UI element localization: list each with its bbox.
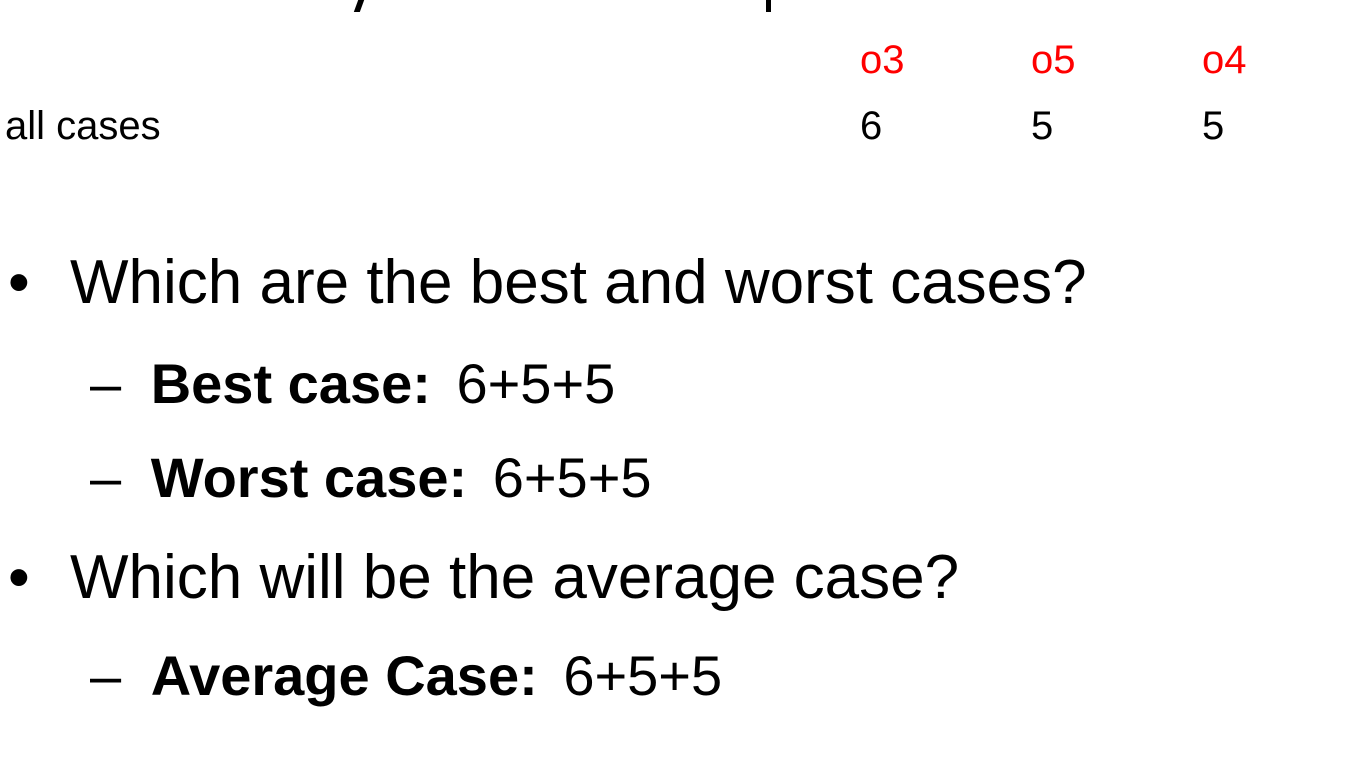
average-case-line	[90, 644, 722, 708]
operation-o5: o5	[1031, 38, 1076, 82]
operation-o4: o4	[1202, 38, 1247, 82]
count-o4: 5	[1202, 104, 1225, 148]
dash: –	[90, 352, 122, 415]
average-case-value: 6+5+5	[563, 644, 723, 707]
worst-case-label: Worst case:	[150, 446, 468, 509]
bullet-text: Which will be the average case?	[70, 543, 960, 612]
row-label: all cases	[5, 104, 161, 148]
average-case-label: Average Case:	[150, 644, 538, 707]
best-case-line	[90, 352, 615, 416]
count-o5: 5	[1031, 104, 1054, 148]
title-glyph-fragment	[766, 0, 771, 12]
worst-case-line	[90, 446, 652, 510]
bullet-icon: •	[8, 248, 30, 317]
title-glyph-fragment	[354, 0, 364, 12]
operation-o3: o3	[860, 38, 905, 82]
cut-off-title	[0, 0, 1360, 12]
dash: –	[90, 446, 122, 509]
bullet-text: Which are the best and worst cases?	[70, 248, 1087, 317]
best-case-label: Best case:	[150, 352, 431, 415]
worst-case-value: 6+5+5	[492, 446, 652, 509]
count-o3: 6	[860, 104, 883, 148]
dash: –	[90, 644, 122, 707]
best-case-value: 6+5+5	[456, 352, 616, 415]
bullet-icon: •	[8, 543, 30, 612]
